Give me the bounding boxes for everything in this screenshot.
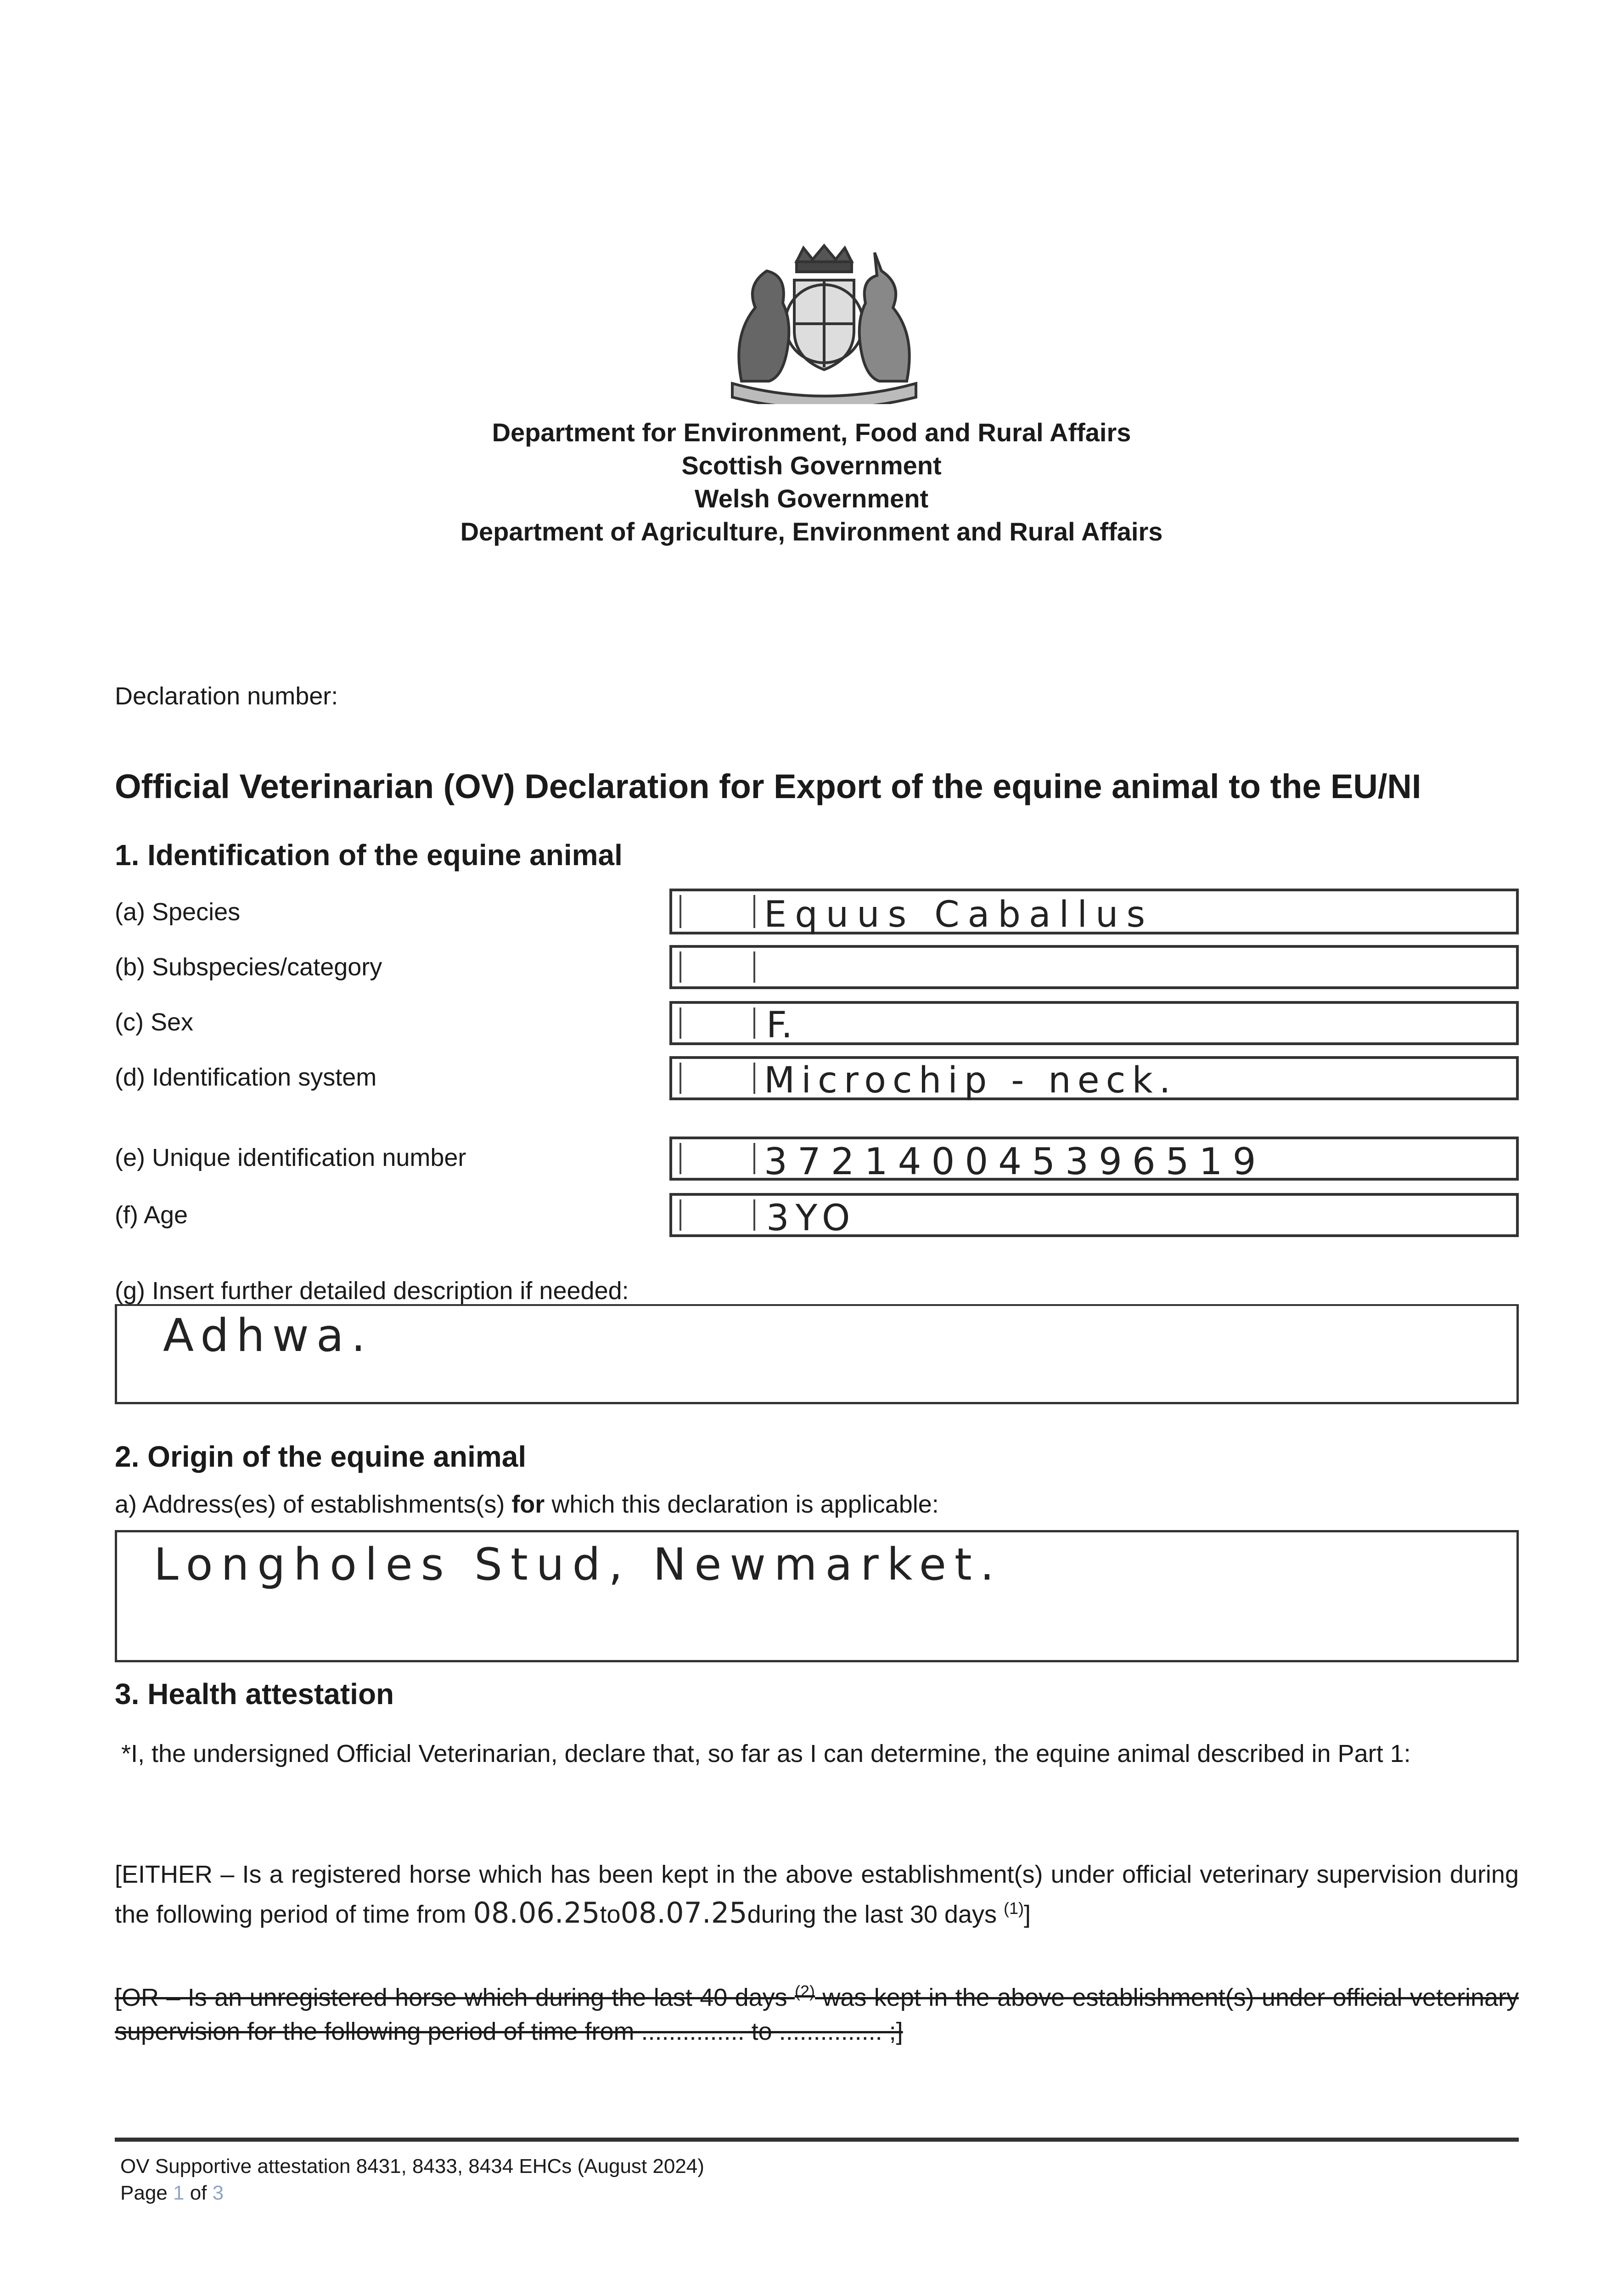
uid-value: 372140045396519 (764, 1140, 1266, 1183)
royal-crest-icon (723, 243, 925, 404)
further-description-label: (g) Insert further detailed description if needed: (115, 1277, 629, 1305)
address-value: Longholes Stud, Newmarket. (154, 1539, 1003, 1590)
section2-heading: 2. Origin of the equine animal (115, 1440, 527, 1473)
address-label: a) Address(es) of establishments(s) for which this declaration is applicable: (115, 1491, 939, 1518)
department-line: Scottish Government (681, 451, 942, 480)
field-label-sex: (c) Sex (115, 1008, 194, 1036)
id-system-value: Microchip - neck. (764, 1060, 1177, 1101)
id-system-field[interactable] (669, 1056, 1519, 1100)
field-label-age: (f) Age (115, 1201, 188, 1229)
department-line: Welsh Government (694, 484, 929, 513)
field-label-id-system: (d) Identification system (115, 1064, 377, 1091)
sex-value: F. (766, 1005, 793, 1046)
either-clause: [EITHER – Is a registered horse which has been kept in the above establishment(s) under official veterinary supervision during the following period of time from 08.06.25to08.07.25during the last 30 days $^{(1)}$] (115, 1861, 1519, 1930)
page-number: Page 1 of 3 (120, 2182, 224, 2204)
species-value: Equus Caballus (764, 894, 1154, 935)
subspecies-field[interactable] (669, 945, 1519, 989)
field-label-uid: (e) Unique identification number (115, 1144, 466, 1171)
health-intro: *I, the undersigned Official Veterinarian, declare that, so far as I can determine, the equine animal described in Part 1: (121, 1740, 1411, 1767)
declaration-number-label: Declaration number: (115, 682, 338, 710)
footer-attestation: OV Supportive attestation 8431, 8433, 8434 EHCs (August 2024) (120, 2155, 704, 2178)
field-label-subspecies: (b) Subspecies/category (115, 953, 382, 981)
page-title: Official Veterinarian (OV) Declaration for Export of the equine animal to the EU/NI (115, 767, 1421, 805)
section3-heading: 3. Health attestation (115, 1677, 394, 1711)
department-line: Department of Agriculture, Environment and Rural Affairs (460, 517, 1163, 546)
field-label-species: (a) Species (115, 898, 241, 926)
footer-rule (115, 2138, 1519, 2142)
department-line: Department for Environment, Food and Rural Affairs (492, 418, 1131, 447)
further-description-value: Adhwa. (163, 1310, 373, 1362)
either-from-date: 08.06.25 (473, 1896, 600, 1930)
address-field[interactable] (115, 1530, 1519, 1662)
or-clause-struck: [OR – Is an unregistered horse which during the last 40 days $^{(2)}$ was kept in the above establishment(s) under official veterinary supervision for the following period of time from ............... to ............... ;] (115, 1982, 1519, 2045)
age-value: 3YO (766, 1198, 857, 1239)
species-field[interactable] (669, 889, 1519, 934)
either-to-date: 08.07.25 (620, 1896, 747, 1930)
age-field[interactable] (669, 1193, 1519, 1237)
sex-field[interactable] (669, 1001, 1519, 1045)
uid-field[interactable] (669, 1137, 1519, 1181)
section1-heading: 1. Identification of the equine animal (115, 838, 623, 872)
further-description-field[interactable] (115, 1304, 1519, 1404)
